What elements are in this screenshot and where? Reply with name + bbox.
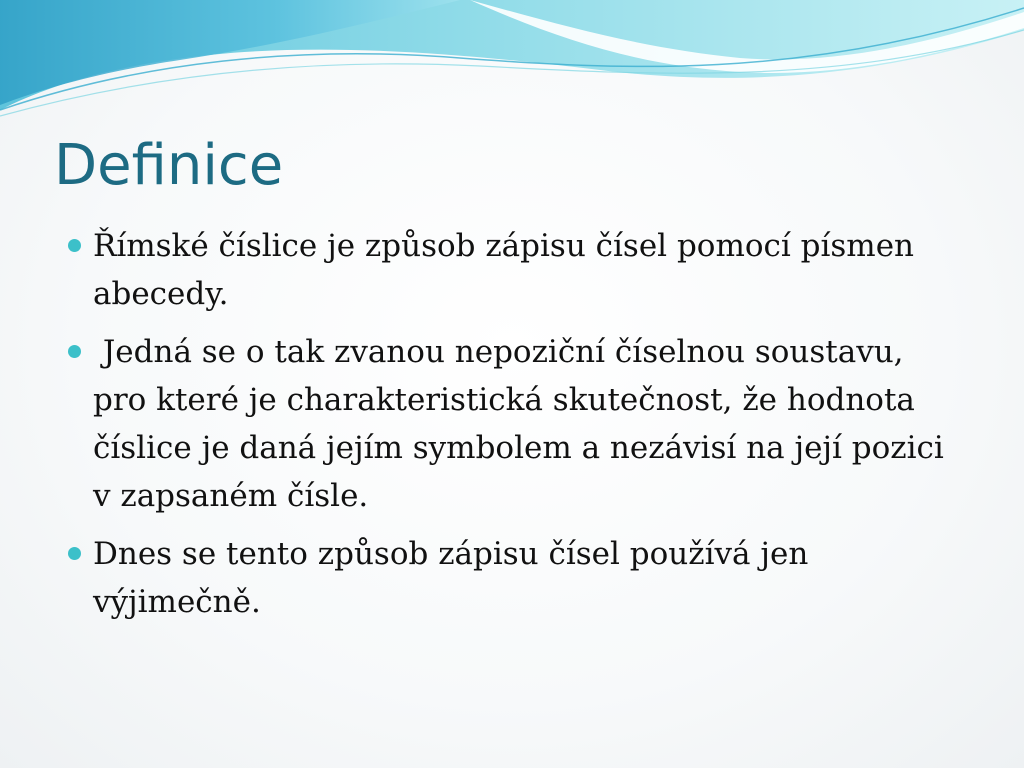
bullet-text: Dnes se tento způsob zápisu čísel používá jen výjimečně. xyxy=(93,536,809,620)
bullet-item xyxy=(62,530,962,626)
bullet-list xyxy=(62,222,962,636)
slide-title: Definice xyxy=(54,133,284,198)
bullet-dot-icon xyxy=(68,345,81,358)
bullet-dot-icon xyxy=(68,239,81,252)
bullet-dot-icon xyxy=(68,547,81,560)
decorative-wave-header xyxy=(0,0,1024,120)
bullet-text: Jedná se o tak zvanou nepoziční číselnou soustavu, pro které je charakteristická skutečnost, že hodnota číslice je daná jejím symbolem a nezávisí na její pozici v zapsaném čísle. xyxy=(93,334,954,514)
bullet-item xyxy=(62,222,962,318)
bullet-text: Římské číslice je způsob zápisu čísel pomocí písmen abecedy. xyxy=(93,228,915,312)
bullet-item xyxy=(62,328,962,520)
